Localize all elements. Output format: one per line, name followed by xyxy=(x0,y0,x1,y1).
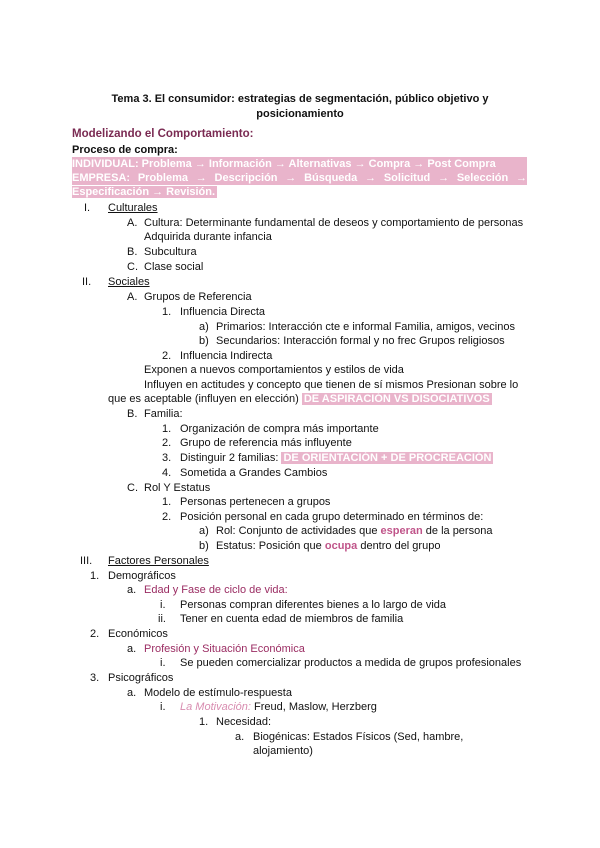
list-number: ii. xyxy=(158,613,166,625)
list-item: Grupo de referencia más influyente xyxy=(180,437,352,449)
empresa-word: → xyxy=(515,172,527,184)
list-number: a) xyxy=(199,321,209,333)
list-item: Posición personal en cada grupo determinado en términos de: xyxy=(180,511,484,523)
empresa-word: Solicitud xyxy=(383,172,431,184)
empresa-word: → xyxy=(285,172,297,184)
list-item: Organización de compra más importante xyxy=(180,423,379,435)
list-item: Sometida a Grandes Cambios xyxy=(180,467,328,479)
empresa-word: Problema xyxy=(137,172,188,184)
document-title-line1: Tema 3. El consumidor: estrategias de segmentación, público objetivo y xyxy=(111,93,489,105)
list-number: A. xyxy=(127,291,138,303)
section-heading: Modelizando el Comportamiento: xyxy=(72,128,254,140)
list-number: 3. xyxy=(90,672,100,684)
empresa-word: Selección xyxy=(456,172,509,184)
list-number: b) xyxy=(199,540,209,552)
list-item: Clase social xyxy=(144,261,204,273)
list-number: a) xyxy=(199,525,209,537)
list-item: Primarios: Interacción cte e informal Familia, amigos, vecinos xyxy=(216,321,515,333)
list-number: 1. xyxy=(162,306,172,318)
paragraph-line: que es aceptable (influyen en elección) DE ASPIRACIÓN VS DISOCIATIVOS xyxy=(108,393,490,405)
keyword-ocupa: ocupa xyxy=(324,540,358,552)
list-item: Subcultura xyxy=(144,246,197,258)
list-item: Modelo de estímulo-respuesta xyxy=(144,687,292,699)
list-item: Estatus: Posición que ocupa dentro del grupo xyxy=(216,540,441,552)
list-number: C. xyxy=(127,482,138,494)
list-item: Rol Y Estatus xyxy=(144,482,211,494)
heading-culturales: Culturales xyxy=(108,202,158,214)
list-number: C. xyxy=(127,261,138,273)
list-number: B. xyxy=(127,408,138,420)
empresa-word: Descripción xyxy=(214,172,278,184)
list-number: a. xyxy=(127,687,137,699)
list-number: i. xyxy=(160,701,166,713)
list-item: Biogénicas: Estados Físicos (Sed, hambre, xyxy=(253,731,464,743)
list-number: a. xyxy=(127,643,137,655)
empresa-word: → xyxy=(365,172,377,184)
document-title-line2: posicionamiento xyxy=(256,108,344,120)
paragraph-line: Exponen a nuevos comportamientos y estilos de vida xyxy=(144,364,404,376)
empresa-word: → xyxy=(438,172,450,184)
list-number: III. xyxy=(80,555,93,567)
list-number: 1. xyxy=(162,496,172,508)
list-item-continuation: alojamiento) xyxy=(253,745,313,757)
list-item: Grupos de Referencia xyxy=(144,291,252,303)
list-number: II. xyxy=(82,276,92,288)
aspiracion-highlight: DE ASPIRACIÓN VS DISOCIATIVOS xyxy=(303,393,490,405)
list-number: 3. xyxy=(162,452,172,464)
list-number: 1. xyxy=(162,423,172,435)
list-item: Distinguir 2 familias: DE ORIENTACIÓN + DE PROCREACIÓN xyxy=(180,452,492,464)
empresa-word: EMPRESA: xyxy=(72,172,131,184)
list-item: Secundarios: Interacción formal y no frec Grupos religiosos xyxy=(216,335,505,347)
list-item: Económicos xyxy=(108,628,168,640)
list-item: Familia: xyxy=(144,408,183,420)
list-item: Cultura: Determinante fundamental de deseos y comportamiento de personas xyxy=(144,217,524,229)
empresa-word: → xyxy=(195,172,207,184)
list-number: 2. xyxy=(162,511,172,523)
list-number: 4. xyxy=(162,467,172,479)
list-item: Personas compran diferentes bienes a lo largo de vida xyxy=(180,599,446,611)
list-item: Demográficos xyxy=(108,570,176,582)
keyword-motivacion: La Motivación: xyxy=(180,701,251,713)
list-item: Necesidad: xyxy=(216,716,272,728)
list-number: 2. xyxy=(162,437,172,449)
list-item: Influencia Directa xyxy=(180,306,265,318)
heading-sociales: Sociales xyxy=(108,276,150,288)
empresa-process-line2: Especificación → Revisión. xyxy=(72,186,216,198)
list-item: Personas pertenecen a grupos xyxy=(180,496,331,508)
empresa-word: Búsqueda xyxy=(304,172,358,184)
familias-highlight: DE ORIENTACIÓN + DE PROCREACIÓN xyxy=(283,452,492,464)
proceso-label: Proceso de compra: xyxy=(72,144,178,156)
list-number: 2. xyxy=(162,350,172,362)
list-item: Edad y Fase de ciclo de vida: xyxy=(144,584,288,596)
list-item: Rol: Conjunto de actividades que esperan de la persona xyxy=(216,525,493,537)
list-item: Psicográficos xyxy=(108,672,174,684)
list-item: La Motivación: Freud, Maslow, Herzberg xyxy=(180,701,377,713)
list-item: Se pueden comercializar productos a medida de grupos profesionales xyxy=(180,657,522,669)
heading-factores-personales: Factores Personales xyxy=(108,555,209,567)
list-item: Tener en cuenta edad de miembros de familia xyxy=(180,613,404,625)
list-item: Profesión y Situación Económica xyxy=(144,643,305,655)
list-number: i. xyxy=(160,599,166,611)
list-number: b) xyxy=(199,335,209,347)
list-number: A. xyxy=(127,217,138,229)
list-number: a. xyxy=(127,584,137,596)
list-number: B. xyxy=(127,246,138,258)
paragraph-line: Influyen en actitudes y concepto que tienen de sí mismos Presionan sobre lo xyxy=(144,379,519,391)
list-number: a. xyxy=(235,731,245,743)
individual-process-line: INDIVIDUAL: Problema → Información → Alternativas → Compra → Post Compra xyxy=(72,157,527,171)
list-number: 2. xyxy=(90,628,100,640)
list-number: 1. xyxy=(199,716,209,728)
list-item: Influencia Indirecta xyxy=(180,350,273,362)
list-number: I. xyxy=(84,202,91,214)
empresa-process-line xyxy=(72,171,527,185)
list-item-continuation: Adquirida durante infancia xyxy=(144,231,272,243)
list-number: 1. xyxy=(90,570,100,582)
keyword-esperan: esperan xyxy=(380,525,423,537)
list-number: i. xyxy=(160,657,166,669)
